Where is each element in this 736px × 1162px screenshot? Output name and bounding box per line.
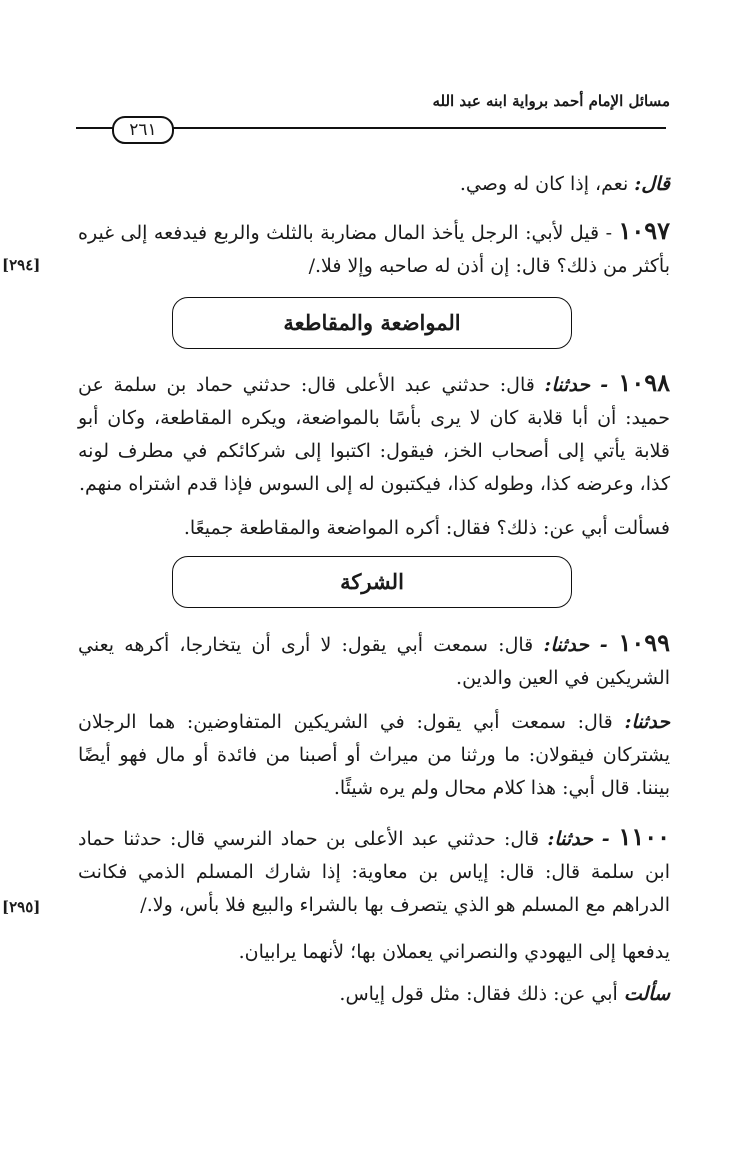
paragraph-question [110, 512, 670, 545]
paragraph-lead: حدثنا: [624, 711, 670, 733]
paragraph-number: ١١٠٠ [618, 822, 670, 851]
running-title: مسائل الإمام أحمد برواية ابنه عبد الله [432, 92, 670, 110]
paragraph-lead: قال: [634, 173, 670, 195]
paragraph-1099 [78, 626, 670, 695]
paragraph-text: نعم، إذا كان له وصي. [459, 173, 635, 195]
paragraph-text: قال: حدثني عبد الأعلى بن حماد النرسي قال: حدثنا حماد ابن سلمة قال: قال: إياس بن معاوية: إذا شارك المسلم الذمي فكانت الدراهم مع المسلم هو الذي يتصرف بها بالشراء والبيع فلا بأس، ولا./ [78, 828, 670, 916]
paragraph-1098 [78, 366, 670, 501]
paragraph-text: قال: سمعت أبي يقول: لا أرى أن يتخارجا، أكرهه يعني الشريكين في العين والدين. [78, 634, 670, 689]
paragraph-text: - قيل لأبي: الرجل يأخذ المال مضاربة بالثلث والربع فيدفعه إلى غيره بأكثر من ذلك؟ قال: إن أذن له صاحبه وإلا فلا./ [78, 222, 670, 277]
paragraph-lead: سألت [623, 983, 670, 1005]
paragraph-1100 [78, 820, 670, 922]
paragraph-text: قال: سمعت أبي يقول: في الشريكين المتفاوضين: هما الرجلان يشتركان فيقولان: ما ورثنا من ميراث أو أصبنا من فائدة أو مال فهو أيضًا بيننا. قال أبي: هذا كلام محال ولم يره شيئًا. [78, 711, 670, 799]
paragraph-text: يدفعها إلى اليهودي والنصراني يعملان بها؛ لأنهما يرابيان. [238, 941, 670, 963]
page-number: ٢٦١ [112, 116, 174, 144]
margin-reference: [٢٩٤] [2, 256, 41, 274]
margin-reference: [٢٩٥] [2, 898, 41, 916]
paragraph-number: ١٠٩٧ [618, 216, 670, 245]
paragraph-last [110, 978, 670, 1011]
paragraph-lead: - حدثنا: [547, 828, 619, 850]
paragraph-hadathana [78, 706, 670, 805]
paragraph-number: ١٠٩٩ [618, 628, 670, 657]
paragraph-text: قال: حدثني عبد الأعلى قال: حدثني حماد بن سلمة عن حميد: أن أبا قلابة كان لا يرى بأسًا بالمواضعة، ويكره المقاطعة، وكان أبو قلابة يأتي إلى أصحاب الخز، فيقول: اكتبوا إلى شركائكم في مطرف لونه كذا، وعرضه كذا، وطوله كذا، فيكتبون له إلى السوس فإذا قدم اشتراه منهم. [78, 374, 670, 495]
paragraph-number: ١٠٩٨ [618, 368, 670, 397]
paragraph-lead: - حدثنا: [543, 634, 619, 656]
paragraph-continuation-2 [110, 936, 670, 969]
paragraph-continuation [78, 168, 670, 201]
paragraph-1097 [78, 214, 670, 283]
paragraph-text: أبي عن: ذلك فقال: مثل قول إياس. [339, 983, 624, 1005]
paragraph-lead: - حدثنا: [544, 374, 619, 396]
paragraph-text: فسألت أبي عن: ذلك؟ فقال: أكره المواضعة والمقاطعة جميعًا. [183, 517, 670, 539]
section-title-box: الشركة [172, 556, 572, 608]
section-title-box: المواضعة والمقاطعة [172, 297, 572, 349]
